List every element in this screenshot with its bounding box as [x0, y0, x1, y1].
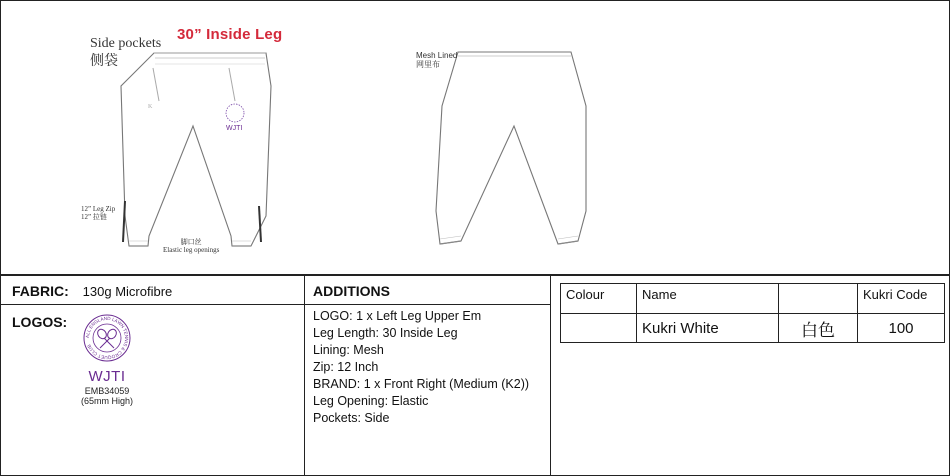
- svg-text:ALL ENGLAND LAWN TENNIS & CROQ: ALL ENGLAND LAWN TENNIS & CROQUET CLUB: [84, 315, 130, 361]
- cell-cn-name: 白色: [779, 314, 858, 343]
- elastic-cn-label: 脚口丝: [180, 238, 202, 246]
- club-crest-logo: [83, 314, 131, 362]
- fabric-value: 130g Microfibre: [82, 284, 173, 299]
- leg-zip-note: [81, 205, 115, 221]
- side-pockets-label: Side pockets: [90, 36, 162, 51]
- divider-horizontal: [1, 274, 949, 276]
- additions-list: [313, 308, 529, 427]
- divider-vertical-2: [550, 275, 551, 475]
- elastic-label: Elastic leg openings: [163, 246, 220, 255]
- cell-name: Kukri White: [637, 314, 779, 343]
- fabric-row: [12, 283, 172, 299]
- garment-drawing-area: [1, 1, 949, 274]
- additions-item: Zip: 12 Inch: [313, 360, 379, 374]
- additions-item: LOGO: 1 x Left Leg Upper Em: [313, 309, 482, 323]
- additions-item: Leg Length: 30 Inside Leg: [313, 326, 458, 340]
- side-pockets-note: [90, 36, 161, 70]
- logo-code: EMB34059: [84, 386, 130, 396]
- divider-fabric: [1, 304, 550, 305]
- leg-zip-label: 12” Leg Zip: [81, 205, 116, 213]
- mesh-lined-cn-label: 网里布: [416, 60, 440, 70]
- additions-item: Leg Opening: Elastic: [313, 394, 429, 408]
- header-colour: Colour: [561, 284, 637, 314]
- additions-item: Pockets: Side: [313, 411, 390, 425]
- svg-text:WJTI: WJTI: [226, 125, 243, 132]
- mesh-lined-label: Mesh Lined: [416, 51, 458, 60]
- back-pants-drawing: [426, 46, 606, 256]
- logo-block: [77, 314, 137, 406]
- additions-item: BRAND: 1 x Front Right (Medium (K2)): [313, 377, 530, 391]
- cell-colour: [561, 314, 637, 343]
- logo-brand-text: WJTI: [88, 368, 126, 385]
- mesh-lined-note: [416, 51, 457, 69]
- inside-leg-note: 30” Inside Leg: [177, 26, 283, 43]
- leg-zip-cn-label: 12” 拉链: [81, 213, 107, 222]
- colour-table: [560, 283, 945, 343]
- logos-label: LOGOS:: [12, 314, 68, 330]
- table-row: [561, 314, 945, 343]
- logo-size: (65mm High): [80, 396, 133, 406]
- cell-kukri-code: 100: [858, 314, 945, 343]
- additions-item: Lining: Mesh: [313, 343, 384, 357]
- header-name: Name: [637, 284, 779, 314]
- header-kukri-code: Kukri Code: [858, 284, 945, 314]
- side-pockets-cn-label: 侧袋: [90, 54, 118, 70]
- front-pants-drawing: [111, 46, 281, 256]
- header-blank: [779, 284, 858, 314]
- divider-vertical-1: [304, 275, 305, 475]
- colour-table-header: [561, 284, 945, 314]
- fabric-label: FABRIC:: [12, 283, 69, 299]
- svg-text:K: K: [148, 104, 153, 110]
- additions-title: ADDITIONS: [313, 283, 390, 299]
- elastic-openings-note: [163, 238, 219, 254]
